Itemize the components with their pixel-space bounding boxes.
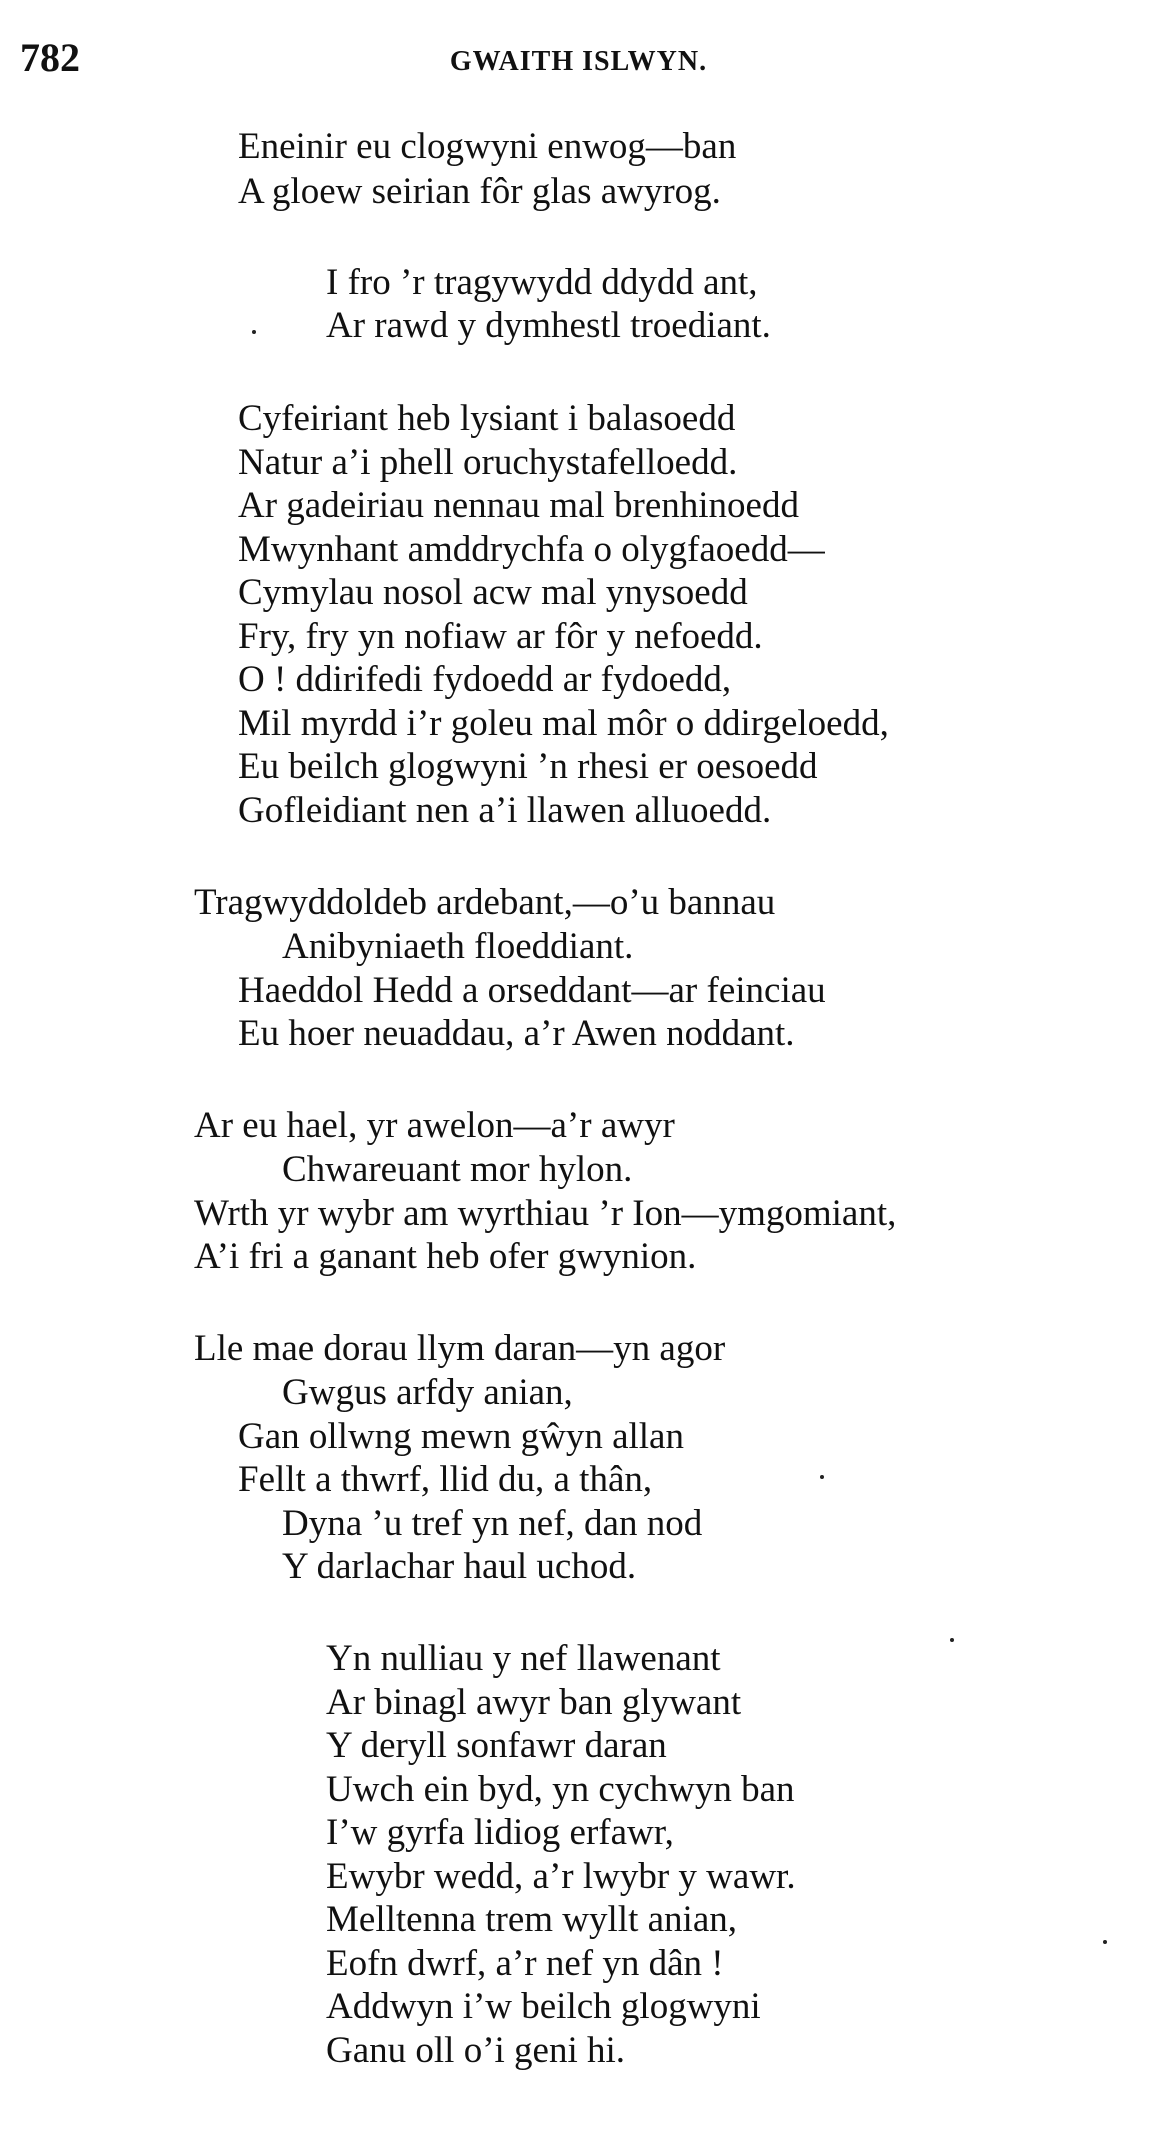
poem-line: Ar binagl awyr ban glywant	[326, 1682, 742, 1723]
poem-line: Y deryll sonfawr daran	[326, 1725, 667, 1766]
poem-line: Addwyn i’w beilch glogwyni	[326, 1986, 761, 2027]
poem-line: I fro ’r tragywydd ddydd ant,	[326, 262, 758, 303]
running-title: GWAITH ISLWYN.	[449, 46, 708, 77]
poem-line: Gofleidiant nen a’i llawen alluoedd.	[238, 790, 772, 831]
poem-line: I’w gyrfa lidiog erfawr,	[326, 1812, 674, 1853]
poem-line: Melltenna trem wyllt anian,	[326, 1899, 737, 1940]
poem-line: Cymylau nosol acw mal ynysoedd	[238, 572, 748, 613]
poem-line: Ar gadeiriau nennau mal brenhinoedd	[238, 485, 799, 526]
poem-line: Mwynhant amddrychfa o olygfaoedd—	[238, 529, 825, 570]
poem-line: Ar rawd y dymhestl troediant.	[326, 305, 771, 346]
poem-line: Cyfeiriant heb lysiant i balasoedd	[238, 398, 736, 439]
poem-line: A’i fri a ganant heb ofer gwynion.	[194, 1236, 697, 1277]
poem-line: Gwgus arfdy anian,	[282, 1372, 573, 1413]
poem-line: Eofn dwrf, a’r nef yn dân !	[326, 1943, 724, 1984]
poem-line: A gloew seirian fôr glas awyrog.	[238, 171, 721, 212]
poem-line: Eu hoer neuaddau, a’r Awen noddant.	[238, 1013, 795, 1054]
poem-line: Eneinir eu clogwyni enwog—ban	[238, 126, 737, 167]
poem-line: Ganu oll o’i geni hi.	[326, 2030, 626, 2071]
poem-line: Dyna ’u tref yn nef, dan nod	[282, 1503, 703, 1544]
print-speck	[950, 1638, 954, 1642]
page-number: 782	[20, 35, 80, 80]
poem-line: Fellt a thwrf, llid du, a thân,	[238, 1459, 653, 1500]
poem-line: Chwareuant mor hylon.	[282, 1149, 633, 1190]
poem-line: O ! ddirifedi fydoedd ar fydoedd,	[238, 659, 732, 700]
poem-line: Uwch ein byd, yn cychwyn ban	[326, 1769, 795, 1810]
poem-line: Ewybr wedd, a’r lwybr y wawr.	[326, 1856, 796, 1897]
print-speck	[1103, 1940, 1107, 1944]
poem-line: Yn nulliau y nef llawenant	[326, 1638, 721, 1679]
poem-line: Wrth yr wybr am wyrthiau ’r Ion—ymgomiant,	[194, 1193, 897, 1234]
poem-line: Ar eu hael, yr awelon—a’r awyr	[194, 1105, 675, 1146]
poem-line: Haeddol Hedd a orseddant—ar feinciau	[238, 970, 826, 1011]
poem-line: Eu beilch glogwyni ’n rhesi er oesoedd	[238, 746, 818, 787]
poem-line: Mil myrdd i’r goleu mal môr o ddirgeloedd,	[238, 703, 889, 744]
poem-line: Lle mae dorau llym daran—yn agor	[194, 1328, 726, 1369]
print-speck	[252, 330, 256, 334]
poem-line: Fry, fry yn nofiaw ar fôr y nefoedd.	[238, 616, 763, 657]
poem-line: Y darlachar haul uchod.	[282, 1546, 637, 1587]
poem-line: Gan ollwng mewn gŵyn allan	[238, 1416, 684, 1457]
poem-line: Anibyniaeth floeddiant.	[282, 926, 634, 967]
print-speck	[820, 1475, 824, 1479]
poem-line: Tragwyddoldeb ardebant,—o’u bannau	[194, 882, 776, 923]
poem-line: Natur a’i phell oruchystafelloedd.	[238, 442, 738, 483]
